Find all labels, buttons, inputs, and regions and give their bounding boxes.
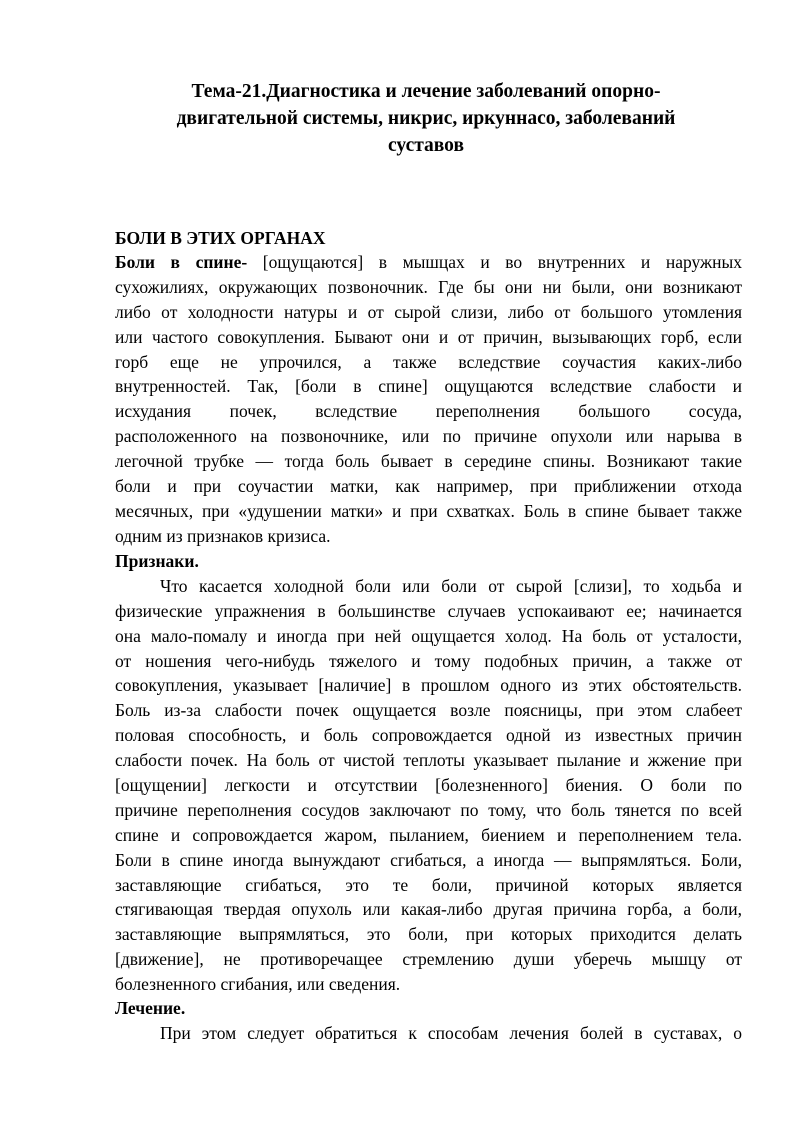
paragraph-line: болезненного сгибания, или сведения. bbox=[115, 974, 401, 995]
page-title bbox=[110, 78, 742, 159]
paragraph-line: Что касается холодной боли или боли от сырой [слизи], то ходьба и bbox=[160, 575, 742, 596]
back-pain-lead: Боли в спине- bbox=[115, 252, 248, 272]
paragraph-line bbox=[115, 250, 742, 275]
paragraph-line: совокупления, указывает [наличие] в прошлом одного из этих обстоятельств. bbox=[115, 675, 742, 696]
title-line-2: двигательной системы, никрис, иркуннасо, заболеваний bbox=[176, 108, 676, 129]
paragraph-line: одним из признаков кризиса. bbox=[115, 525, 331, 546]
treatment-section bbox=[115, 996, 742, 1046]
paragraph-line: физические упражнения в большинстве случаев успокаивают ее; начинается bbox=[115, 600, 742, 621]
paragraph-line: причине переполнения сосудов заключают по тому, что боль тянется по всей bbox=[115, 799, 742, 820]
treatment-heading: Лечение. bbox=[115, 998, 186, 1018]
paragraph-line: внутренностей. Так, [боли в спине] ощущаются вследствие слабости и bbox=[115, 376, 742, 397]
section-heading: БОЛИ В ЭТИХ ОРГАНАХ bbox=[115, 228, 326, 248]
paragraph-line: слабости почек. На боль от чистой теплоты указывает пылание и жжение при bbox=[115, 750, 742, 771]
paragraph-line: заставляющие сгибаться, это те боли, причиной которых является bbox=[115, 874, 742, 895]
signs-heading: Признаки. bbox=[115, 551, 199, 571]
paragraph-line: боли и при соучастии матки, как например, при приближении отхода bbox=[115, 476, 742, 497]
paragraph-line: исхудания почек, вследствие переполнения большого сосуда, bbox=[115, 401, 742, 422]
paragraph-text: [ощущаются] в мышцах и во внутренних и наружных bbox=[247, 252, 742, 272]
paragraph-line: легочной трубке — тогда боль бывает в середине спины. Возникают такие bbox=[115, 451, 742, 472]
paragraph-line: либо от холодности натуры и от сырой слизи, либо от большого утомления bbox=[115, 301, 742, 322]
paragraph-line: горб еще не упрочился, а также вследствие соучастия каких-либо bbox=[115, 351, 742, 372]
paragraph-line: расположенного на позвоночнике, или по причине опухоли или нарыва в bbox=[115, 426, 742, 447]
paragraph-line: половая способность, и боль сопровождается одной из известных причин bbox=[115, 725, 742, 746]
paragraph-line: от ношения чего-нибудь тяжелого и тому подобных причин, а также от bbox=[115, 650, 742, 671]
paragraph-line: спине и сопровождается жаром, пыланием, биением и переполнением тела. bbox=[115, 824, 742, 845]
title-line-3: суставов bbox=[388, 135, 464, 156]
paragraph-line: или частого совокупления. Бывают они и от причин, вызывающих горб, если bbox=[115, 326, 742, 347]
paragraph-line: сухожилиях, окружающих позвоночник. Где бы они ни были, они возникают bbox=[115, 276, 742, 297]
paragraph-line: она мало-помалу и иногда при ней ощущается холод. На боль от усталости, bbox=[115, 625, 742, 646]
paragraph-line: Боли в спине иногда вынуждают сгибаться, а иногда — выпрямляться. Боли, bbox=[115, 849, 742, 870]
paragraph-line: [ощущении] легкости и отсутствии [болезненного] биения. О боли по bbox=[115, 775, 742, 796]
back-pain-paragraph bbox=[115, 250, 742, 549]
paragraph-line: стягивающая твердая опухоль или какая-либо другая причина горба, а боли, bbox=[115, 899, 742, 920]
paragraph-line: заставляющие выпрямляться, это боли, при которых приходится делать bbox=[115, 924, 742, 945]
title-line-1: Тема-21.Диагностика и лечение заболеваний опорно- bbox=[191, 81, 661, 102]
paragraph-line: [движение], не противоречащее стремлению души уберечь мышцу от bbox=[115, 949, 742, 970]
paragraph-line: При этом следует обратиться к способам лечения болей в суставах, о bbox=[160, 1022, 742, 1043]
paragraph-line: месячных, при «удушении матки» и при схватках. Боль в спине бывает также bbox=[115, 500, 742, 521]
paragraph-line: Боль из-за слабости почек ощущается возле поясницы, при этом слабеет bbox=[115, 700, 742, 721]
signs-section bbox=[115, 549, 742, 997]
